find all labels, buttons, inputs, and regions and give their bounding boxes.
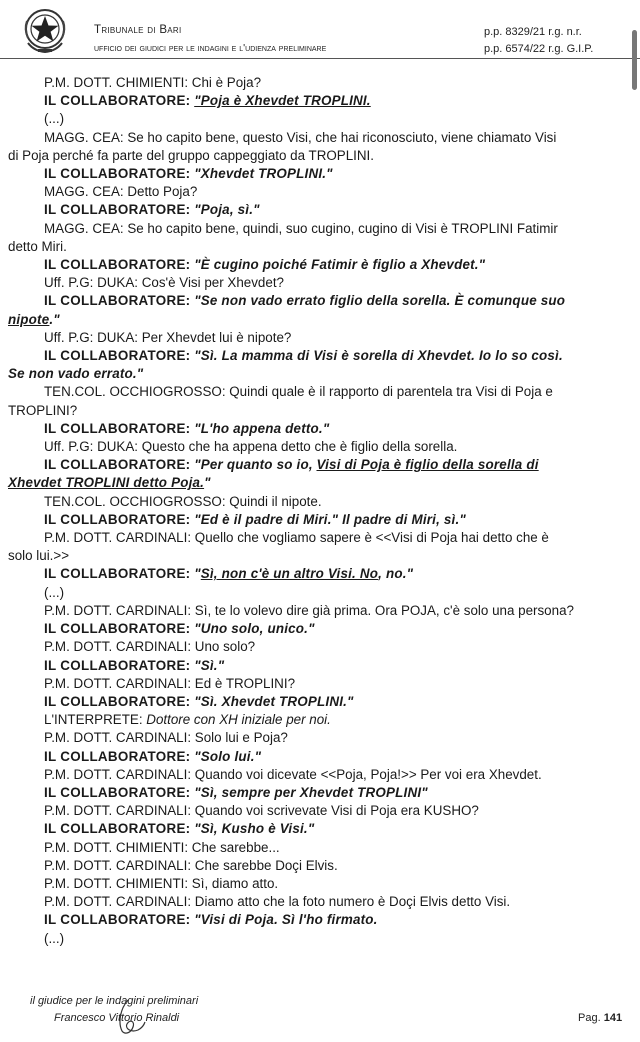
transcript-line: solo lui.>> — [8, 548, 70, 564]
transcript-line: Uff. P.G: DUKA: Cos'è Visi per Xhevdet? — [44, 275, 284, 291]
judge-name: Francesco Vittorio Rinaldi — [54, 1012, 180, 1024]
handwritten-signature-icon — [108, 997, 148, 1037]
transcript-line: MAGG. CEA: Detto Poja? — [44, 184, 198, 200]
transcript-line: IL COLLABORATORE: "Per quanto so io, Visi di Poja è figlio della sorella di — [44, 457, 539, 473]
transcript-line: Xhevdet TROPLINI detto Poja." — [8, 475, 211, 491]
transcript-line: di Poja perché fa parte del gruppo cappeggiato da TROPLINI. — [8, 147, 374, 163]
transcript-line: IL COLLABORATORE: "È cugino poiché Fatimir è figlio a Xhevdet." — [44, 257, 486, 273]
transcript-line: P.M. DOTT. CARDINALI: Ed è TROPLINI? — [44, 675, 296, 691]
transcript-line: IL COLLABORATORE: "L'ho appena detto." — [44, 420, 330, 436]
transcript-line: IL COLLABORATORE: "Xhevdet TROPLINI." — [44, 166, 333, 182]
transcript-line: P.M. DOTT. CARDINALI: Diamo atto che la foto numero è Doçi Elvis detto Visi. — [44, 894, 511, 910]
court-name: Tribunale di Bari — [94, 24, 182, 36]
transcript-line: IL COLLABORATORE: "Sì. La mamma di Visi è sorella di Xhevdet. Io lo so così. — [44, 348, 563, 364]
ref-nr: p.p. 8329/21 r.g. n.r. — [484, 26, 582, 38]
transcript-line: IL COLLABORATORE: "Sì, Kusho è Visi." — [44, 821, 315, 837]
transcript-line: IL COLLABORATORE: "Sì." — [44, 657, 225, 673]
transcript-line: Uff. P.G: DUKA: Per Xhevdet lui è nipote? — [44, 329, 292, 345]
case-references — [484, 24, 593, 58]
transcript-line: (...) — [44, 930, 65, 946]
page-header — [0, 0, 640, 60]
transcript-line: IL COLLABORATORE: "Sì, sempre per Xhevdet TROPLINI" — [44, 784, 428, 800]
transcript-line: detto Miri. — [8, 238, 67, 254]
transcript-line: Uff. P.G: DUKA: Questo che ha appena detto che è figlio della sorella. — [44, 439, 458, 455]
transcript-line: MAGG. CEA: Se ho capito bene, questo Visi, che hai riconosciuto, viene chiamato Visi — [44, 129, 557, 145]
transcript-line: nipote." — [8, 311, 60, 327]
transcript-line: P.M. DOTT. CARDINALI: Quello che vogliamo sapere è <<Visi di Poja hai detto che è — [44, 530, 549, 546]
transcript-line: (...) — [44, 111, 65, 127]
scrollbar-thumb[interactable] — [632, 30, 637, 90]
transcript-line: P.M. DOTT. CARDINALI: Uno solo? — [44, 639, 256, 655]
transcript-line: IL COLLABORATORE: "Visi di Poja. Sì l'ho firmato. — [44, 912, 378, 928]
page-number: Pag. 141 — [578, 1012, 623, 1024]
transcript-line: TEN.COL. OCCHIOGROSSO: Quindi quale è il rapporto di parentela tra Visi di Poja e — [44, 384, 553, 400]
transcript-line: P.M. DOTT. CARDINALI: Quando voi scrivevate Visi di Poja era KUSHO? — [44, 803, 479, 819]
transcript-line: IL COLLABORATORE: "Uno solo, unico." — [44, 621, 315, 637]
transcript-line: IL COLLABORATORE: "Se non vado errato figlio della sorella. È comunque suo — [44, 293, 566, 309]
transcript-line: P.M. DOTT. CARDINALI: Che sarebbe Doçi Elvis. — [44, 857, 338, 873]
transcript-line: P.M. DOTT. CARDINALI: Solo lui e Poja? — [44, 730, 288, 746]
transcript-line: IL COLLABORATORE: "Sì. Xhevdet TROPLINI." — [44, 693, 354, 709]
judge-role: il giudice per le indagini preliminari — [30, 995, 199, 1007]
transcript-line: IL COLLABORATORE: "Poja è Xhevdet TROPLINI. — [44, 93, 371, 109]
transcript-line: IL COLLABORATORE: "Sì, non c'è un altro Visi. No, no." — [44, 566, 414, 582]
transcript-line: IL COLLABORATORE: "Poja, sì." — [44, 202, 260, 218]
transcript-line: P.M. DOTT. CARDINALI: Sì, te lo volevo dire già prima. Ora POJA, c'è solo una persona? — [44, 602, 574, 618]
header-divider — [0, 58, 640, 59]
italian-republic-emblem-icon — [22, 5, 68, 55]
transcript-line: MAGG. CEA: Se ho capito bene, quindi, suo cugino, cugino di Visi è TROPLINI Fatimir — [44, 220, 558, 236]
transcript-line: TROPLINI? — [8, 402, 78, 418]
transcript-line: L'INTERPRETE: Dottore con XH iniziale per noi. — [44, 712, 331, 728]
transcript-line: Se non vado errato." — [8, 366, 144, 382]
transcript-line: IL COLLABORATORE: "Solo lui." — [44, 748, 262, 764]
office-name: ufficio dei giudici per le indagini e l'udienza preliminare — [94, 42, 327, 54]
transcript-line: (...) — [44, 584, 65, 600]
transcript-line: P.M. DOTT. CHIMIENTI: Chi è Poja? — [44, 75, 262, 90]
transcript-line: P.M. DOTT. CARDINALI: Quando voi dicevate <<Poja, Poja!>> Per voi era Xhevdet. — [44, 766, 542, 782]
transcript-line: TEN.COL. OCCHIOGROSSO: Quindi il nipote. — [44, 493, 322, 509]
transcript-line: P.M. DOTT. CHIMIENTI: Che sarebbe... — [44, 839, 280, 855]
transcript-line: IL COLLABORATORE: "Ed è il padre di Miri." Il padre di Miri, sì." — [44, 511, 466, 527]
ref-gip: p.p. 6574/22 r.g. G.I.P. — [484, 43, 594, 55]
transcript-body — [8, 74, 626, 948]
transcript-line: P.M. DOTT. CHIMIENTI: Sì, diamo atto. — [44, 875, 279, 891]
